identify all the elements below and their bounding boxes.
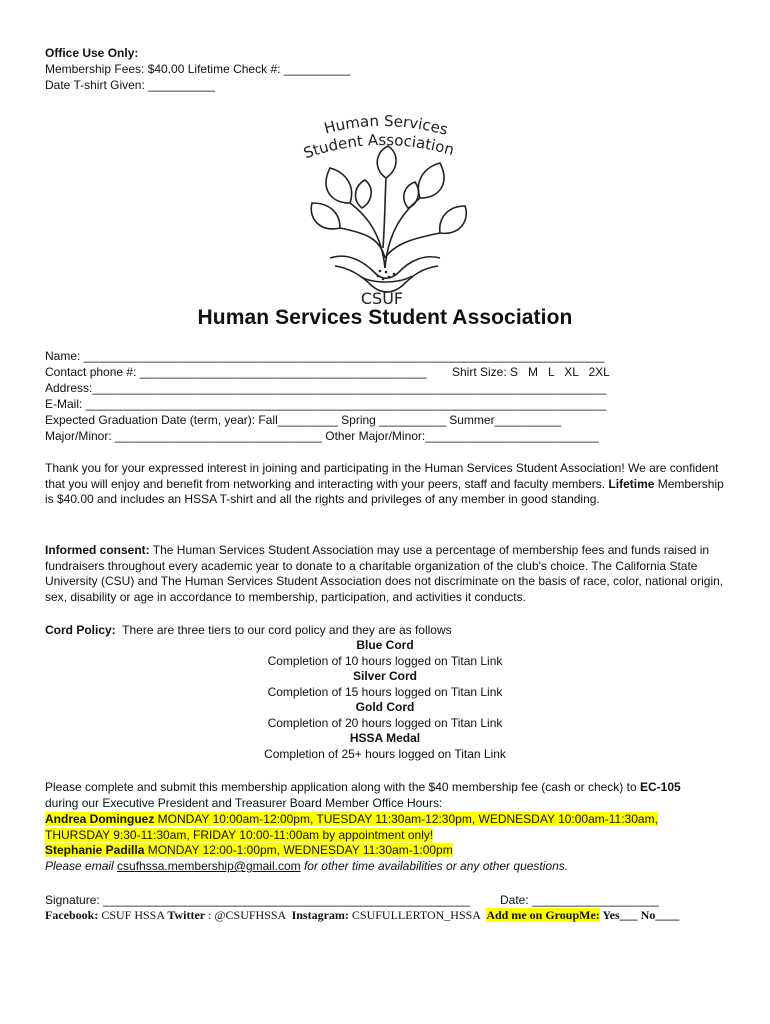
twitter-label: Twitter [167,908,206,922]
andrea-hours-line-2 [45,828,433,843]
tshirt-date-line: Date T-shirt Given: __________ [45,78,215,92]
email-post: for other time availabilities or any other questions. [300,859,569,873]
tier-name: Silver Cord [352,669,418,683]
logo-line-1: Human Services [322,111,450,139]
consent-text: The Human Services Student Association may use a percentage of membership fees and funds raised in fundraisers throughout every academic year to donate to a charitable organization of the club's choice. The California State University (CSU) and The Human Services Student Association does not discriminate on the basis of race, color, national origin, sex, disability or age in accordance to membership, participation, and activities it conducts. [45,543,724,604]
cord-policy-line [45,623,452,638]
tier-name: HSSA Medal [349,731,421,745]
membership-fees-line: Membership Fees: $40.00 Lifetime Check #: __________ [45,62,351,76]
andrea-name: Andrea Dominguez [45,812,155,826]
hssa-logo [290,108,475,308]
facebook-handle: CSUF HSSA [98,908,168,922]
signature-field[interactable]: Signature: _______________________________________________________ [45,893,471,907]
email-link[interactable]: csufhssa.membership@gmail.com [117,859,301,873]
shirt-size-options[interactable]: Shirt Size: S M L XL 2XL [452,365,610,379]
groupme-label: Add me on GroupMe: [486,908,600,922]
graduation-date-field[interactable]: Expected Graduation Date (term, year): Fall_________ Spring __________ Summer__________ [45,413,562,427]
facebook-label: Facebook: [45,908,99,922]
form-title: Human Services Student Association [197,306,573,329]
groupme-yes-no[interactable]: Yes___ No____ [599,908,680,922]
logo-school: CSUF [360,289,404,308]
twitter-handle: : @CSUFHSSA [205,908,292,922]
intro-text-2: Membership is $40.00 and includes an HSSA T-shirt and all the rights and privileges of any member in good standing. [45,476,724,507]
office-hours-intro: during our Executive President and Treasurer Board Member Office Hours: [45,796,443,810]
andrea-hours-line-1 [45,812,658,827]
submit-text: Please complete and submit this membership application along with the $40 membership fee (cash or check) to [45,780,640,794]
tier-name: Blue Cord [356,638,414,652]
instagram-handle: CSUFULLERTON_HSSA [348,908,487,922]
contact-phone-field[interactable]: Contact phone #: ___________________________________________ [45,365,427,379]
intro-lifetime: Lifetime [608,476,655,491]
tier-desc: Completion of 15 hours logged on Titan Link [267,685,503,699]
instagram-label: Instagram: [291,908,349,922]
address-field[interactable]: Address:_____________________________________________________________________________ [45,381,607,395]
stephanie-hours: MONDAY 12:00-1:00pm, WEDNESDAY 11:30am-1:00pm [144,843,453,857]
intro-text: Thank you for your expressed interest in joining and participating in the Human Services Student Association! We are confident that you will enjoy and benefit from networking and interacting with your peers, staff and faculty members. [45,461,719,491]
intro-paragraph [45,461,725,508]
submit-room: EC-105 [639,780,681,794]
tier-name: Gold Cord [355,700,415,714]
email-field[interactable]: E-Mail: ______________________________________________________________________________ [45,397,607,411]
andrea-hours-2: THURSDAY 9:30-11:30am, FRIDAY 10:00-11:00am by appointment only! [45,828,434,842]
consent-paragraph [45,543,725,605]
consent-label: Informed consent: [45,543,150,557]
andrea-hours: MONDAY 10:00am-12:00pm, TUESDAY 11:30am-12:30pm, WEDNESDAY 10:00am-11:30am, [154,812,658,826]
social-line [45,908,679,923]
email-contact-line [45,859,568,874]
email-pre: Please email [45,859,118,873]
stephanie-name: Stephanie Padilla [45,843,145,857]
office-use-heading: Office Use Only: [45,46,139,60]
tier-desc: Completion of 25+ hours logged on Titan Link [264,747,506,761]
cord-policy-text: There are three tiers to our cord policy and they are as follows [115,623,452,637]
stephanie-hours-line [45,843,453,858]
cord-policy-label: Cord Policy: [45,623,116,637]
name-field[interactable]: Name: ______________________________________________________________________________ [45,349,605,363]
submit-line [45,780,681,795]
logo-line-2: Student Association [301,130,457,163]
major-minor-field[interactable]: Major/Minor: _______________________________ Other Major/Minor:__________________________ [45,429,599,443]
tier-desc: Completion of 10 hours logged on Titan Link [267,654,503,668]
tier-desc: Completion of 20 hours logged on Titan Link [267,716,503,730]
date-field[interactable]: Date: ___________________ [500,893,659,907]
plant-hands-icon [311,146,466,292]
